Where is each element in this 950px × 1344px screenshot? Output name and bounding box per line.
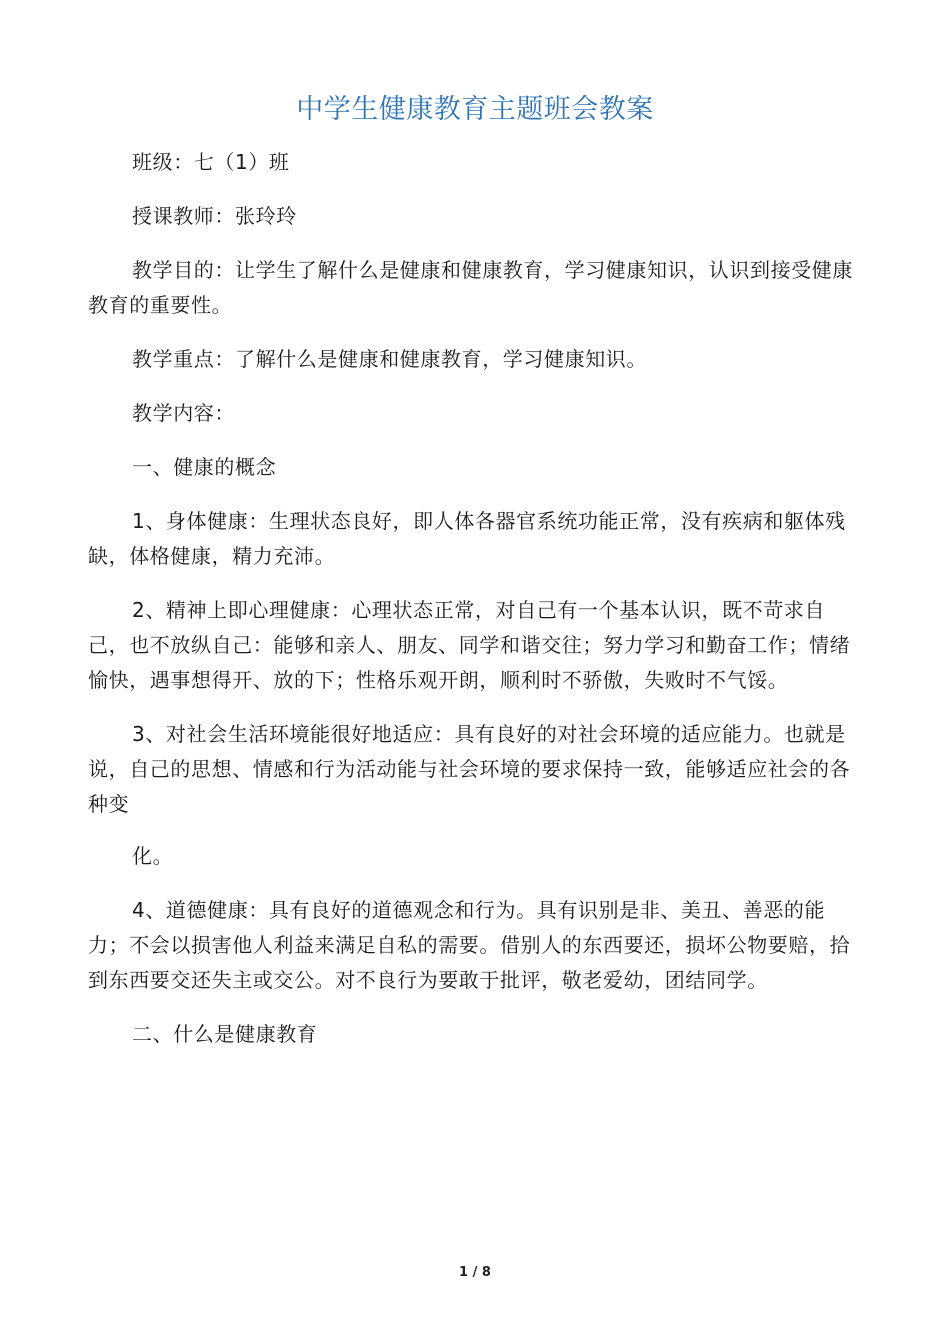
- teaching-content-label: 教学内容：: [132, 401, 235, 425]
- page-number: 1 / 8: [459, 1265, 491, 1280]
- item-physical-health: 1、身体健康：生理状态良好，即人体各器官系统功能正常，没有疾病和躯体残缺，体格健康，精力充沛。: [88, 509, 846, 568]
- document-body: [88, 145, 863, 1071]
- item-mental-health: 2、精神上即心理健康：心理状态正常，对自己有一个基本认识，既不苛求自己，也不放纵自己：能够和亲人、朋友、同学和谐交往；努力学习和勤奋工作；情绪愉快，遇事想得开、放的下；性格乐观开朗，顺利时不骄傲，失败时不气馁。: [88, 598, 851, 692]
- section-heading-2: 二、什么是健康教育: [132, 1022, 318, 1046]
- item-social-adaptation: 3、对社会生活环境能很好地适应：具有良好的对社会环境的适应能力。也就是说，自己的思想、情感和行为活动能与社会环境的要求保持一致，能够适应社会的各种变: [88, 722, 851, 816]
- document-title: 中学生健康教育主题班会教案: [296, 94, 654, 125]
- item-moral-health: 4、道德健康：具有良好的道德观念和行为。具有识别是非、美丑、善恶的能力；不会以损害他人利益来满足自私的需要。借别人的东西要还，损坏公物要赔，拾到东西要交还失主或交公。对不良行为要敢于批评，敬老爱幼，团结同学。: [88, 898, 851, 992]
- teacher-info: 授课教师：张玲玲: [132, 204, 297, 228]
- item-social-adaptation-continued: 化。: [132, 844, 174, 868]
- teaching-focus: 教学重点：了解什么是健康和健康教育，学习健康知识。: [132, 347, 647, 371]
- teaching-purpose: 教学目的：让学生了解什么是健康和健康教育，学习健康知识，认识到接受健康教育的重要性。: [88, 258, 853, 317]
- section-heading-1: 一、健康的概念: [132, 455, 277, 479]
- class-info: 班级：七（1）班: [132, 150, 290, 174]
